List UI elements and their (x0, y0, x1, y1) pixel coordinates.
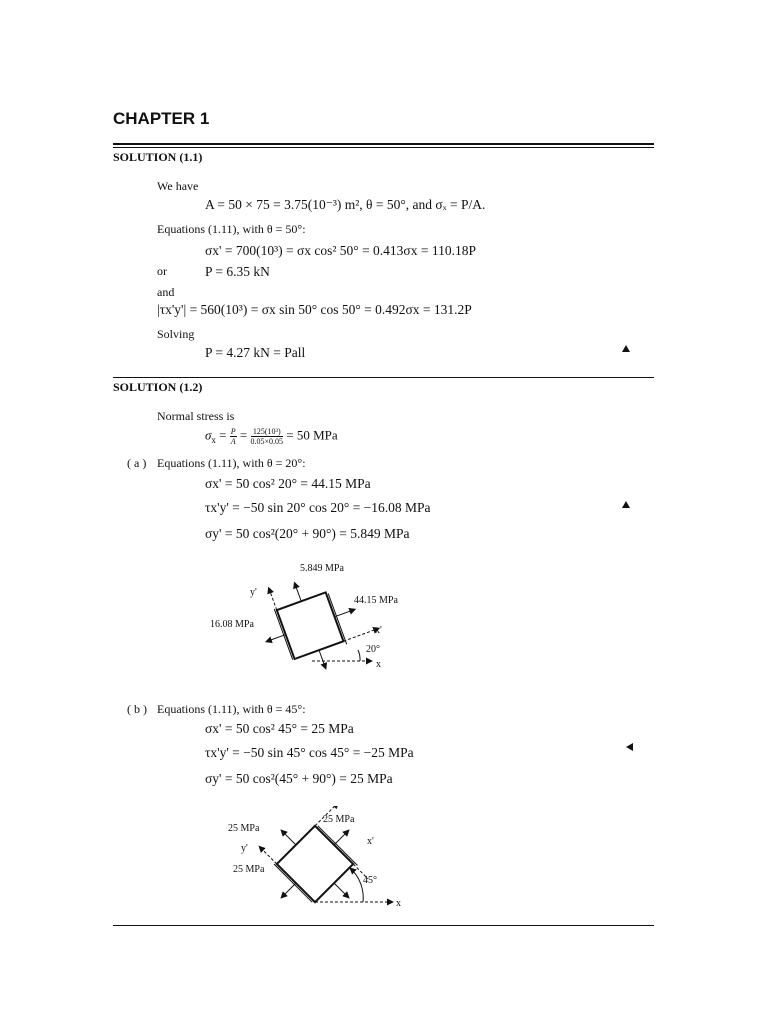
we-have-text: We have (157, 179, 199, 193)
part-a-sigma-x: σx' = 50 cos² 20° = 44.15 MPa (205, 476, 371, 491)
normal-stress-equation: $\sigma_x$ = $\frac{P}{A}$ = $\frac{\text{125(10³)}}{0.05\times 0.05}$ = 50 MPa (205, 427, 338, 446)
part-b-sigma-y: σy' = 50 cos²(45° + 90°) = 25 MPa (205, 771, 393, 786)
part-a-sigma-y: σy' = 50 cos²(20° + 90°) = 5.849 MPa (205, 526, 410, 541)
diagram-b-y-label: y' (241, 843, 248, 854)
chapter-rule-bottom (113, 147, 654, 148)
sigma-equation: σx' = 700(10³) = σx cos² 50° = 0.413σx = 110.18P (205, 243, 476, 258)
diagram-a-right-label: 44.15 MPa (354, 595, 398, 606)
and-text: and (157, 285, 175, 299)
stress-element-diagram-a (200, 555, 430, 675)
diagram-b-x-label: x (396, 898, 401, 909)
end-marker-icon (622, 501, 630, 508)
diagram-a-x-label: x (376, 659, 381, 670)
solution-divider (113, 377, 654, 378)
part-b-label: ( b ) (127, 702, 147, 716)
or-text: or (157, 264, 167, 278)
solution-1-2-title: SOLUTION (1.2) (113, 380, 203, 394)
diagram-b-top-right-label: 25 MPa (323, 814, 355, 825)
diagram-a-y-label: y' (250, 587, 257, 598)
diagram-a-left-label: 16.08 MPa (210, 619, 254, 630)
part-a-tau: τx'y' = −50 sin 20° cos 20° = −16.08 MPa (205, 500, 431, 515)
diagram-b-xprime-label: x' (367, 836, 374, 847)
diagram-a-angle-label: 20° (366, 644, 380, 655)
diagram-b-mid-left-label: 25 MPa (233, 864, 265, 875)
stress-element-diagram-b (215, 806, 415, 916)
part-a-label: ( a ) (127, 456, 147, 470)
p2-equation: P = 4.27 kN = Pall (205, 345, 306, 360)
solving-text: Solving (157, 327, 195, 341)
chapter-rule-top (113, 143, 654, 145)
diagram-a-xprime-label: x' (375, 625, 382, 636)
bottom-divider (113, 925, 654, 926)
solution-1-1-title: SOLUTION (1.1) (113, 150, 203, 164)
normal-stress-text: Normal stress is (157, 409, 235, 423)
part-b-tau: τx'y' = −50 sin 45° cos 45° = −25 MPa (205, 745, 414, 760)
end-marker-icon (622, 345, 630, 352)
part-b-sigma-x: σx' = 50 cos² 45° = 25 MPa (205, 721, 354, 736)
stress-element-square (277, 592, 344, 659)
part-a-text: Equations (1.11), with θ = 20°: (157, 456, 306, 470)
chapter-title: CHAPTER 1 (113, 109, 210, 128)
p1-equation: P = 6.35 kN (205, 264, 270, 279)
fraction-denominator: 0.05×0.05 (250, 437, 284, 446)
diagram-b-angle-label: 45° (363, 875, 377, 886)
part-b-text: Equations (1.11), with θ = 45°: (157, 702, 306, 716)
equations-line-1: Equations (1.11), with θ = 50°: (157, 222, 306, 236)
diagram-b-top-left-label: 25 MPa (228, 823, 260, 834)
area-equation: A = 50 × 75 = 3.75(10⁻³) m², θ = 50°, and σₓ = P/A. (205, 197, 486, 212)
fraction-numerator: 125(10³) (251, 427, 284, 437)
diagram-a-top-label: 5.849 MPa (300, 563, 344, 574)
end-marker-icon (626, 743, 633, 751)
tau-equation: |τx'y'| = 560(10³) = σx sin 50° cos 50° = 0.492σx = 131.2P (157, 302, 472, 317)
